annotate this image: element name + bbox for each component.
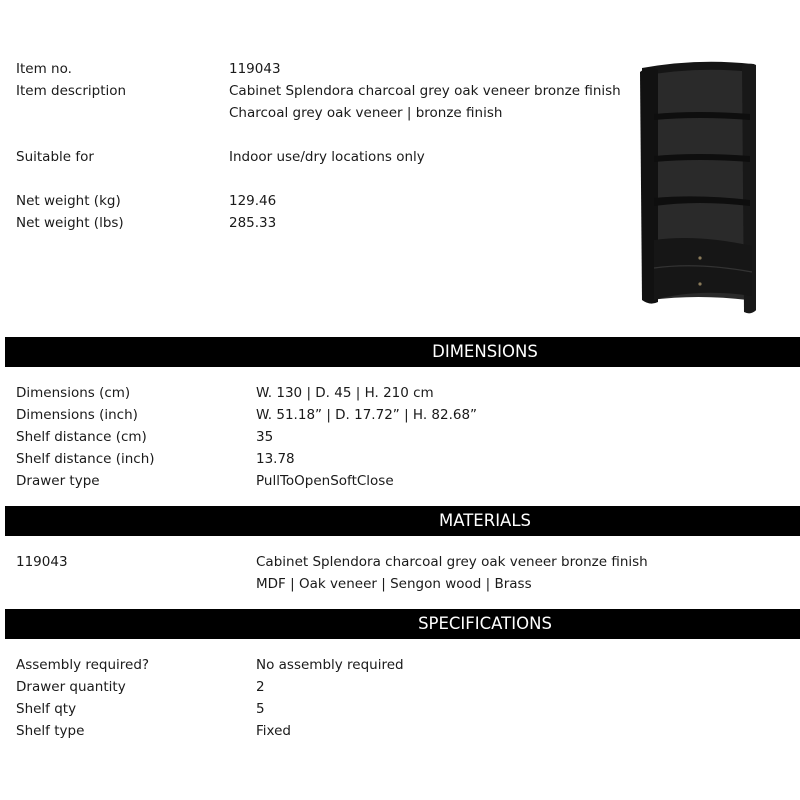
item-finish-value: Charcoal grey oak veneer | bronze finish bbox=[229, 105, 503, 121]
specification-value: Fixed bbox=[256, 723, 291, 739]
specification-label: Shelf type bbox=[16, 723, 85, 739]
item-description-label: Item description bbox=[16, 83, 127, 99]
item-number-value: 119043 bbox=[229, 61, 281, 77]
specifications-heading: SPECIFICATIONS bbox=[418, 614, 552, 633]
dimension-value: 13.78 bbox=[256, 451, 295, 467]
dimension-value: 35 bbox=[256, 429, 274, 445]
dimensions-heading-bar bbox=[5, 337, 800, 367]
net-weight-kg-label: Net weight (kg) bbox=[16, 193, 121, 209]
item-description-value: Cabinet Splendora charcoal grey oak veneer bronze finish bbox=[229, 83, 621, 99]
dimension-value: PullToOpenSoftClose bbox=[256, 473, 394, 489]
specification-label: Drawer quantity bbox=[16, 679, 126, 695]
cabinet-bookcase-icon bbox=[640, 62, 756, 314]
specification-value: 5 bbox=[256, 701, 265, 717]
item-number-label: Item no. bbox=[16, 61, 72, 77]
materials-heading: MATERIALS bbox=[438, 511, 532, 530]
net-weight-lbs-value: 285.33 bbox=[229, 215, 277, 231]
dimensions-heading: DIMENSIONS bbox=[432, 342, 538, 361]
dimension-label: Dimensions (cm) bbox=[16, 385, 131, 401]
dimension-value: W. 130 | D. 45 | H. 210 cm bbox=[256, 385, 434, 401]
materials-composition: MDF | Oak veneer | Sengon wood | Brass bbox=[256, 576, 532, 592]
net-weight-lbs-label: Net weight (lbs) bbox=[16, 215, 124, 231]
dimension-label: Drawer type bbox=[16, 473, 100, 489]
dimension-label: Shelf distance (inch) bbox=[16, 451, 155, 467]
product-image bbox=[636, 56, 756, 318]
dimension-label: Dimensions (inch) bbox=[16, 407, 138, 423]
dimension-value: W. 51.18” | D. 17.72” | H. 82.68” bbox=[256, 407, 478, 423]
specification-value: 2 bbox=[256, 679, 265, 695]
suitable-for-label: Suitable for bbox=[16, 149, 94, 165]
specifications-heading-bar bbox=[5, 609, 800, 639]
suitable-for-value: Indoor use/dry locations only bbox=[229, 149, 425, 165]
specification-value: No assembly required bbox=[256, 657, 404, 673]
materials-heading-bar bbox=[5, 506, 800, 536]
specification-label: Assembly required? bbox=[16, 657, 150, 673]
materials-description: Cabinet Splendora charcoal grey oak veneer bronze finish bbox=[256, 554, 648, 570]
net-weight-kg-value: 129.46 bbox=[229, 193, 277, 209]
dimension-label: Shelf distance (cm) bbox=[16, 429, 147, 445]
specification-label: Shelf qty bbox=[16, 701, 77, 717]
materials-code: 119043 bbox=[16, 554, 68, 570]
